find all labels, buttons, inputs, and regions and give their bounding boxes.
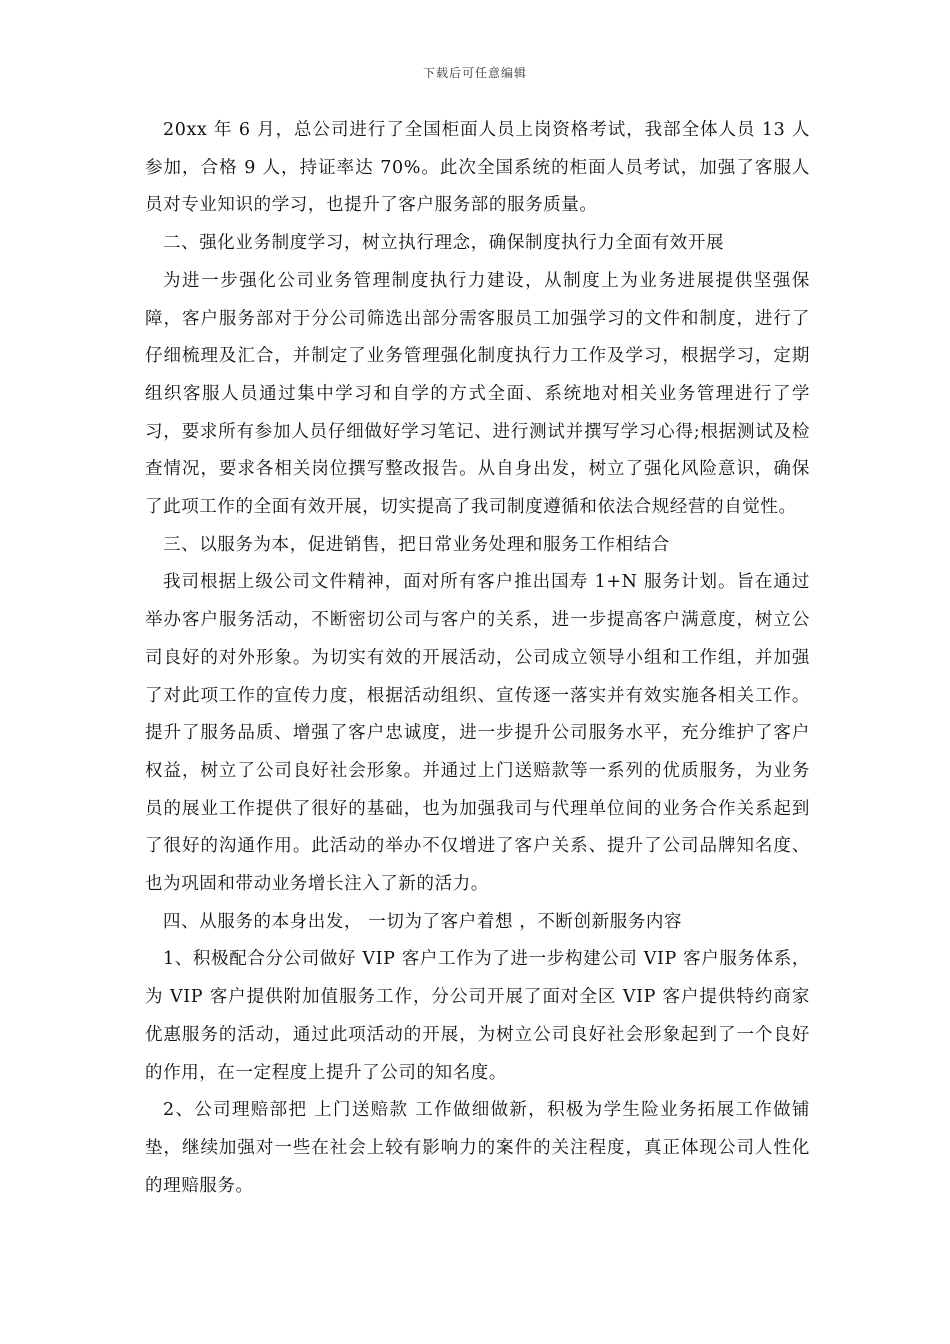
section-heading-2: 二、强化业务制度学习，树立执行理念，确保制度执行力全面有效开展 [163,233,725,254]
paragraph-system-study: 为进一步强化公司业务管理制度执行力建设，从制度上为业务进展提供坚强保障，客户服务部对于分公司筛选出部分需客服员工加强学习的文件和制度，进行了仔细梳理及汇合，并制定了业务管理强化制度执行力工作及学习，根据学习，定期组织客服人员通过集中学习和自学的方式全面、系统地对相关业务管理进行了学习，要求所有参加人员仔细做好学习笔记、进行测试并撰写学习心得;根据测试及检查情况，要求各相关岗位撰写整改报告。从自身出发，树立了强化风险意识，确保了此项工作的全面有效开展，切实提高了我司制度遵循和依法合规经营的自觉性。 [145,270,810,518]
paragraph-vip-service: 1、积极配合分公司做好 VIP 客户工作为了进一步构建公司 VIP 客户服务体系，为 VIP 客户提供附加值服务工作，分公司开展了面对全区 VIP 客户提供特约商家优惠服务的活动，通过此项活动的开展，为树立公司良好社会形象起到了一个良好的作用，在一定程度上提升了公司的知名度。 [145,949,810,1083]
paragraph-exam-results: 20xx 年 6 月，总公司进行了全国柜面人员上岗资格考试，我部全体人员 13 人参加，合格 9 人，持证率达 70%。此次全国系统的柜面人员考试，加强了客服人员对专业知识的学习，也提升了客户服务部的服务质量。 [145,120,810,216]
section-heading-3: 三、以服务为本，促进销售，把日常业务处理和服务工作相结合 [163,534,670,555]
paragraph-service-plan: 我司根据上级公司文件精神，面对所有客户推出国寿 1+N 服务计划。旨在通过举办客户服务活动，不断密切公司与客户的关系，进一步提高客户满意度，树立公司良好的对外形象。为切实有效的开展活动，公司成立领导小组和工作组，并加强了对此项工作的宣传力度，根据活动组织、宣传逐一落实并有效实施各相关工作。提升了服务品质、增强了客户忠诚度，进一步提升公司服务水平，充分维护了客户权益，树立了公司良好社会形象。并通过上门送赔款等一系列的优质服务，为业务员的展业工作提供了很好的基础，也为加强我司与代理单位间的业务合作关系起到了很好的沟通作用。此活动的举办不仅增进了客户关系、提升了公司品牌知名度、也为巩固和带动业务增长注入了新的活力。 [145,572,810,895]
section-heading-4: 四、从服务的本身出发， 一切为了客户着想 ，不断创新服务内容 [163,911,683,932]
paragraph-claims-service: 2、公司理赔部把 上门送赔款 工作做细做新，积极为学生险业务拓展工作做铺垫，继续加强对一些在社会上较有影响力的案件的关注程度，真正体现公司人性化的理赔服务。 [145,1100,810,1196]
document-body [145,112,810,1205]
page-header-note: 下载后可任意编辑 [422,66,527,80]
